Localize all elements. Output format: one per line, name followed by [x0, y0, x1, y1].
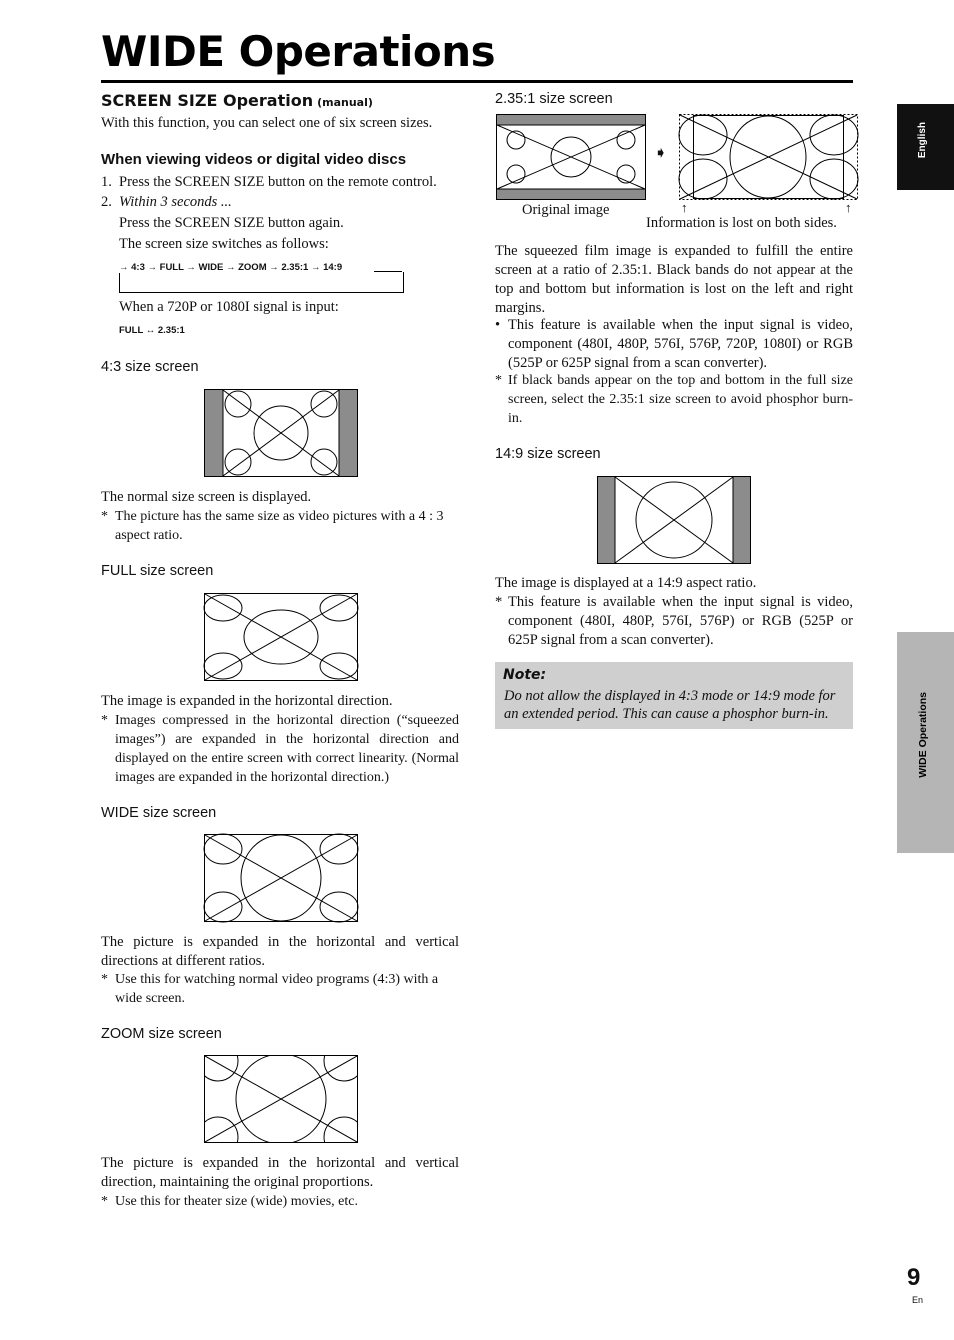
bullet-2-35	[495, 316, 853, 373]
note-2-35	[495, 371, 853, 428]
section-heading-suffix: (manual)	[317, 96, 373, 109]
hd-signal-note: When a 720P or 1080I signal is input:	[119, 299, 339, 315]
arrow-right-icon: ➧	[654, 143, 668, 162]
label-4-3: 4:3 size screen	[101, 359, 199, 375]
language-tab	[897, 104, 954, 190]
desc-wide: The picture is expanded in the horizontal and vertical directions at different ratios.	[101, 934, 459, 969]
page-title: WIDE Operations	[101, 27, 496, 76]
note-14-9-text: This feature is available when the input signal is video, component (480I, 480P, 576I, 576P) or RGB (525P or 625P signal from a scan converter).	[508, 594, 853, 648]
note-wide-text: Use this for watching normal video programs (4:3) with a wide screen.	[115, 972, 439, 1006]
section-heading	[101, 91, 373, 111]
language-tab-label: English	[917, 122, 928, 159]
desc-zoom: The picture is expanded in the horizontal and vertical direction, maintaining the original proportions.	[101, 1155, 459, 1190]
label-zoom: ZOOM size screen	[101, 1026, 222, 1042]
note-zoom-text: Use this for theater size (wide) movies, etc.	[115, 1194, 358, 1209]
note-wide	[101, 970, 459, 1008]
bullet-2-35-text: This feature is available when the input signal is video, component (480I, 480P, 576I, 576P, 720P, 1080I) or RGB (525P or 625P signal from a scan converter).	[508, 317, 853, 371]
note-box	[495, 662, 853, 729]
step2-line-b: The screen size switches as follows:	[119, 236, 329, 252]
asterisk: *	[101, 972, 108, 987]
section-tab	[897, 632, 954, 853]
arrow-up-icon: ↑	[681, 200, 688, 215]
section-tab-label: WIDE Operations	[917, 692, 929, 778]
desc-4-3: The normal size screen is displayed.	[101, 489, 312, 505]
asterisk: *	[101, 713, 108, 728]
asterisk: *	[495, 594, 503, 610]
intro-text: With this function, you can select one of six screen sizes.	[101, 115, 433, 131]
step2-italic: Within 3 seconds ...	[119, 194, 232, 210]
diagram-14-9	[597, 476, 751, 564]
diagram-2-35-expanded	[679, 114, 859, 200]
label-2-35: 2.35:1 size screen	[495, 91, 613, 107]
note-zoom	[101, 1192, 459, 1211]
caption-original-image: Original image	[522, 202, 610, 218]
caption-information-lost: Information is lost on both sides.	[646, 215, 837, 231]
subheading: When viewing videos or digital video discs	[101, 151, 407, 168]
note-full	[101, 711, 459, 787]
step1-text: Press the SCREEN SIZE button on the remote control.	[119, 174, 437, 190]
label-14-9: 14:9 size screen	[495, 446, 601, 462]
asterisk: *	[101, 509, 108, 524]
diagram-zoom	[204, 1055, 358, 1143]
step2-number: 2.	[101, 194, 112, 210]
diagram-4-3	[204, 389, 358, 477]
note-full-text: Images compressed in the horizontal direction (“squeezed images”) are expanded in the horizontal direction and displayed on the entire screen with correct linearity. (Normal images are expanded in the horizontal direction.)	[115, 713, 459, 785]
bullet-icon: •	[495, 317, 501, 333]
note-heading: Note:	[503, 667, 547, 683]
diagram-wide	[204, 834, 358, 922]
cycle-loop-box	[119, 272, 404, 293]
page-number: 9	[907, 1264, 921, 1291]
diagram-full	[204, 593, 358, 681]
page-language: En	[912, 1295, 924, 1305]
arrow-up-icon: ↑	[845, 200, 852, 215]
note-4-3	[101, 507, 459, 545]
asterisk: *	[495, 373, 502, 388]
cycle-sequence: → 4:3 → FULL → WIDE → ZOOM → 2.35:1 → 14:9	[119, 262, 346, 273]
note-body: Do not allow the displayed in 4:3 mode or 14:9 mode for an extended period. This can cause a phosphor burn-in.	[504, 688, 836, 722]
note-4-3-text: The picture has the same size as video pictures with a 4 : 3 aspect ratio.	[115, 509, 444, 543]
step1-number: 1.	[101, 174, 112, 190]
step2-line-a: Press the SCREEN SIZE button again.	[119, 215, 344, 231]
note-14-9	[495, 593, 853, 650]
hd-cycle: FULL ↔ 2.35:1	[119, 325, 185, 336]
desc-2-35: The squeezed film image is expanded to fulfill the entire screen at a ratio of 2.35:1. Black bands do not appear at the top and bottom but information is lost on the left and right margins.	[495, 243, 853, 316]
title-rule	[101, 80, 853, 83]
label-full: FULL size screen	[101, 563, 214, 579]
desc-full: The image is expanded in the horizontal direction.	[101, 693, 393, 709]
diagram-2-35-original	[496, 114, 646, 200]
section-heading-text: SCREEN SIZE Operation	[101, 91, 314, 110]
asterisk: *	[101, 1194, 108, 1209]
desc-14-9: The image is displayed at a 14:9 aspect ratio.	[495, 575, 757, 591]
note-2-35-text: If black bands appear on the top and bottom in the full size screen, select the 2.35:1 size screen to avoid phosphor burn-in.	[508, 373, 853, 426]
label-wide: WIDE size screen	[101, 805, 217, 821]
